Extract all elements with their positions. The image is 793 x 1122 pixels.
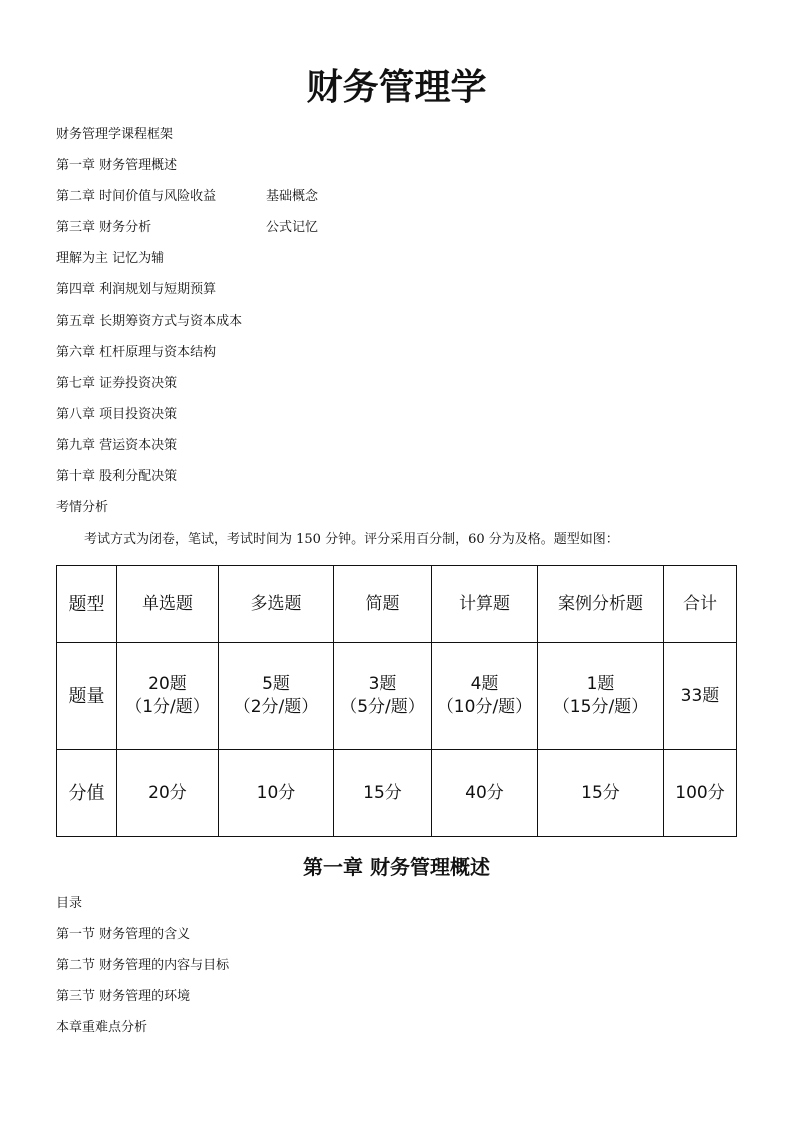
row-label: 分值 bbox=[57, 750, 117, 837]
points-per-question: （2分/题） bbox=[233, 697, 319, 717]
chapter-note: 公式记忆 bbox=[266, 220, 319, 235]
table-row bbox=[57, 750, 737, 837]
exam-table bbox=[56, 565, 737, 837]
chapter-label: 第六章 杠杆原理与资本结构 bbox=[56, 345, 217, 360]
row-label: 题量 bbox=[57, 643, 117, 750]
points-per-question: （15分/题） bbox=[552, 697, 649, 717]
chapter-line bbox=[56, 344, 216, 362]
table-cell: 15分 bbox=[334, 750, 432, 837]
table-cell: 10分 bbox=[219, 750, 334, 837]
table-cell bbox=[664, 643, 737, 750]
chapter-note: 基础概念 bbox=[266, 189, 319, 204]
document-title: 财务管理学 bbox=[306, 67, 487, 108]
chapter-label: 第三章 财务分析 bbox=[56, 220, 152, 235]
points-per-question: （10分/题） bbox=[436, 697, 533, 717]
row-label: 题型 bbox=[57, 566, 117, 643]
question-count: 3题 bbox=[368, 674, 397, 694]
chapter-line bbox=[56, 437, 177, 455]
toc-heading: 目录 bbox=[56, 896, 83, 911]
toc-item: 本章重难点分析 bbox=[56, 1020, 148, 1035]
chapter-line bbox=[56, 468, 177, 486]
chapter-label: 第八章 项目投资决策 bbox=[56, 407, 178, 422]
table-cell: 多选题 bbox=[219, 566, 334, 643]
question-count: 20题 bbox=[148, 674, 187, 694]
chapter-label: 第二章 时间价值与风险收益 bbox=[56, 189, 217, 204]
chapter-label: 第一章 财务管理概述 bbox=[56, 158, 178, 173]
exam-heading: 考情分析 bbox=[56, 500, 109, 515]
table-cell: 20分 bbox=[117, 750, 219, 837]
toc-item: 第二节 财务管理的内容与目标 bbox=[56, 958, 230, 973]
chapter-label: 第九章 营运资本决策 bbox=[56, 438, 178, 453]
chapter-label: 第七章 证券投资决策 bbox=[56, 376, 178, 391]
table-cell: 单选题 bbox=[117, 566, 219, 643]
chapter-line bbox=[56, 157, 177, 175]
chapter-label: 第五章 长期筹资方式与资本成本 bbox=[56, 314, 243, 329]
chapter-line bbox=[56, 313, 242, 331]
study-tip bbox=[56, 250, 164, 268]
table-cell: 简题 bbox=[334, 566, 432, 643]
chapter-label: 理解为主 记忆为辅 bbox=[56, 251, 165, 266]
question-count: 33题 bbox=[680, 685, 720, 706]
table-cell bbox=[219, 643, 334, 750]
toc-item: 第一节 财务管理的含义 bbox=[56, 927, 191, 942]
table-cell bbox=[117, 643, 219, 750]
table-cell bbox=[432, 643, 538, 750]
question-count: 4题 bbox=[470, 674, 499, 694]
chapter-line bbox=[56, 219, 319, 237]
points-per-question: （1分/题） bbox=[125, 697, 210, 717]
chapter-line bbox=[56, 406, 177, 424]
table-cell bbox=[538, 643, 664, 750]
question-count: 5题 bbox=[262, 674, 290, 694]
table-row bbox=[57, 566, 737, 643]
toc-item: 第三节 财务管理的环境 bbox=[56, 989, 191, 1004]
chapter-line bbox=[56, 375, 177, 393]
table-row bbox=[57, 643, 737, 750]
table-cell: 15分 bbox=[538, 750, 664, 837]
points-per-question: （5分/题） bbox=[340, 697, 425, 717]
chapter-line bbox=[56, 281, 216, 299]
chapter-line bbox=[56, 188, 319, 206]
chapter-title: 第一章 财务管理概述 bbox=[303, 855, 490, 879]
chapter-label: 第十章 股利分配决策 bbox=[56, 469, 178, 484]
table-cell: 计算题 bbox=[432, 566, 538, 643]
table-cell bbox=[334, 643, 432, 750]
table-cell: 100分 bbox=[664, 750, 737, 837]
table-cell: 合计 bbox=[664, 566, 737, 643]
exam-intro: 考试方式为闭卷，笔试，考试时间为 150 分钟。评分采用百分制，60 分为及格。题型如图： bbox=[84, 532, 619, 547]
table-cell: 案例分析题 bbox=[538, 566, 664, 643]
question-count: 1题 bbox=[586, 674, 615, 694]
framework-heading: 财务管理学课程框架 bbox=[56, 127, 174, 142]
table-cell: 40分 bbox=[432, 750, 538, 837]
chapter-label: 第四章 利润规划与短期预算 bbox=[56, 282, 217, 297]
